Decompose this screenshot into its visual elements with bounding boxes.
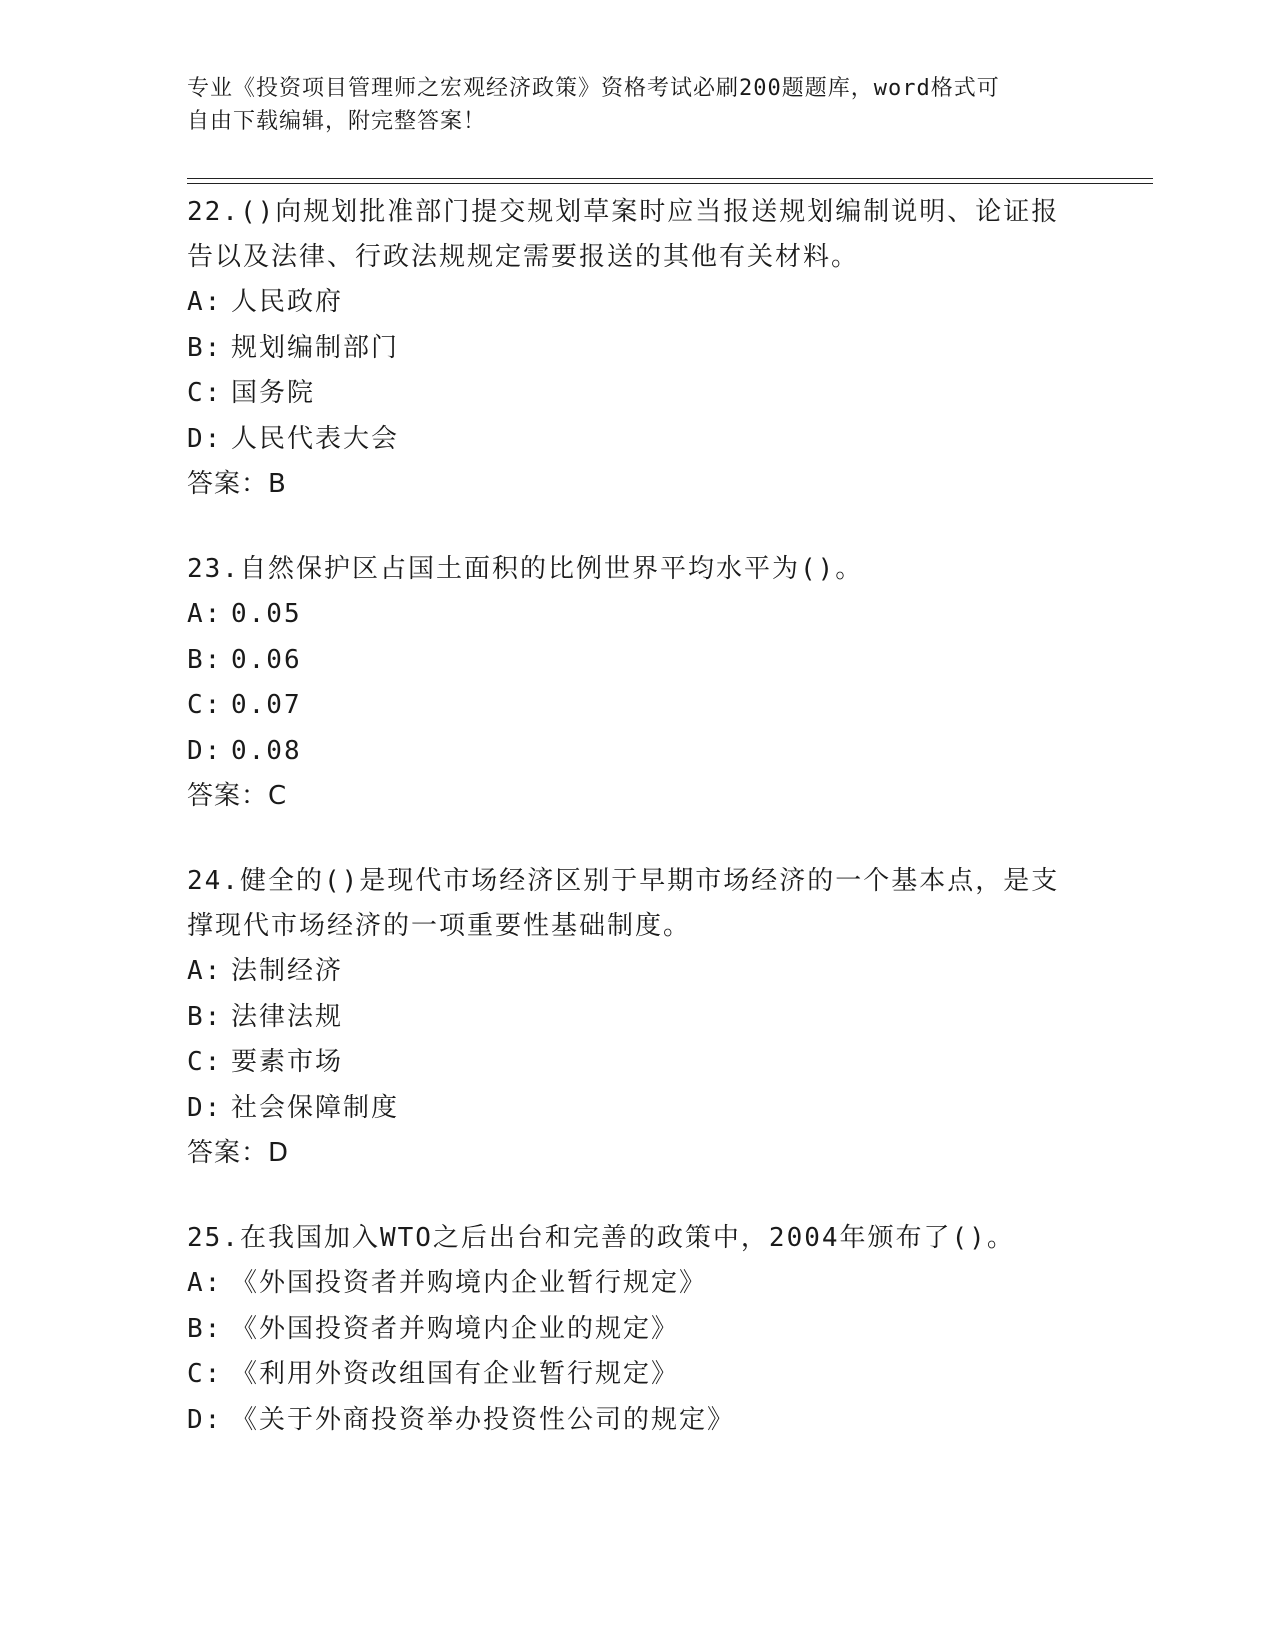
question-text: 24.健全的()是现代市场经济区别于早期市场经济的一个基本点，是支撑现代市场经济的一项重要性基础制度。 (187, 866, 1060, 941)
option-a (187, 949, 1087, 995)
option-text: 《关于外商投资举办投资性公司的规定》 (231, 1404, 736, 1435)
question-list (187, 190, 1087, 1483)
option-text: 国务院 (231, 378, 316, 408)
answer-line: 答案：B (187, 469, 287, 499)
option-text: 0.08 (231, 735, 302, 766)
option-text: 《外国投资者并购境内企业的规定》 (231, 1313, 680, 1344)
option-d (187, 729, 1087, 775)
option-text: 人民政府 (231, 287, 344, 317)
option-text: 《外国投资者并购境内企业暂行规定》 (231, 1268, 708, 1298)
option-text: 0.06 (231, 644, 302, 675)
option-letter: A: (187, 287, 223, 317)
option-letter: B: (187, 644, 223, 675)
option-letter: B: (187, 1001, 223, 1032)
option-d (187, 1398, 1087, 1444)
option-text: 要素市场 (231, 1047, 344, 1077)
option-letter: B: (187, 1313, 223, 1344)
option-c (187, 1040, 1087, 1086)
option-text: 社会保障制度 (231, 1092, 400, 1123)
question-22 (187, 190, 1087, 507)
option-letter: C: (187, 1047, 223, 1077)
option-letter: D: (187, 423, 223, 454)
header-line-2: 自由下载编辑，附完整答案！ (187, 109, 487, 134)
option-letter: A: (187, 599, 223, 629)
option-c (187, 371, 1087, 417)
option-a (187, 280, 1087, 326)
option-c (187, 1352, 1087, 1398)
option-letter: A: (187, 956, 223, 986)
option-c (187, 683, 1087, 729)
option-text: 0.05 (231, 599, 302, 629)
option-letter: D: (187, 735, 223, 766)
option-text: 0.07 (231, 690, 302, 720)
option-letter: C: (187, 690, 223, 720)
option-b (187, 638, 1087, 684)
question-24 (187, 859, 1087, 1176)
option-letter: B: (187, 332, 223, 363)
option-b (187, 1307, 1087, 1353)
header-divider-top (187, 178, 1153, 179)
question-23 (187, 547, 1087, 819)
header-line-1: 专业《投资项目管理师之宏观经济政策》资格考试必刷200题题库，word格式可 (187, 76, 1000, 101)
option-d (187, 1086, 1087, 1132)
header-divider-bottom (187, 183, 1153, 184)
option-letter: C: (187, 1359, 223, 1389)
answer-line: 答案：C (187, 781, 288, 811)
document-header (187, 72, 1067, 138)
option-letter: D: (187, 1404, 223, 1435)
option-b (187, 995, 1087, 1041)
option-text: 人民代表大会 (231, 423, 400, 454)
option-b (187, 326, 1087, 372)
answer-line: 答案：D (187, 1138, 290, 1168)
question-25 (187, 1216, 1087, 1443)
option-d (187, 417, 1087, 463)
option-text: 法制经济 (231, 956, 344, 986)
option-letter: A: (187, 1268, 223, 1298)
option-text: 法律法规 (231, 1001, 344, 1032)
option-a (187, 1261, 1087, 1307)
question-text: 25.在我国加入WTO之后出台和完善的政策中，2004年颁布了()。 (187, 1223, 1015, 1253)
option-letter: C: (187, 378, 223, 408)
option-letter: D: (187, 1092, 223, 1123)
option-text: 《利用外资改组国有企业暂行规定》 (231, 1359, 680, 1389)
question-text: 23.自然保护区占国土面积的比例世界平均水平为()。 (187, 554, 864, 584)
question-text: 22.()向规划批准部门提交规划草案时应当报送规划编制说明、论证报告以及法律、行政法规规定需要报送的其他有关材料。 (187, 197, 1060, 272)
option-a (187, 592, 1087, 638)
option-text: 规划编制部门 (231, 332, 400, 363)
